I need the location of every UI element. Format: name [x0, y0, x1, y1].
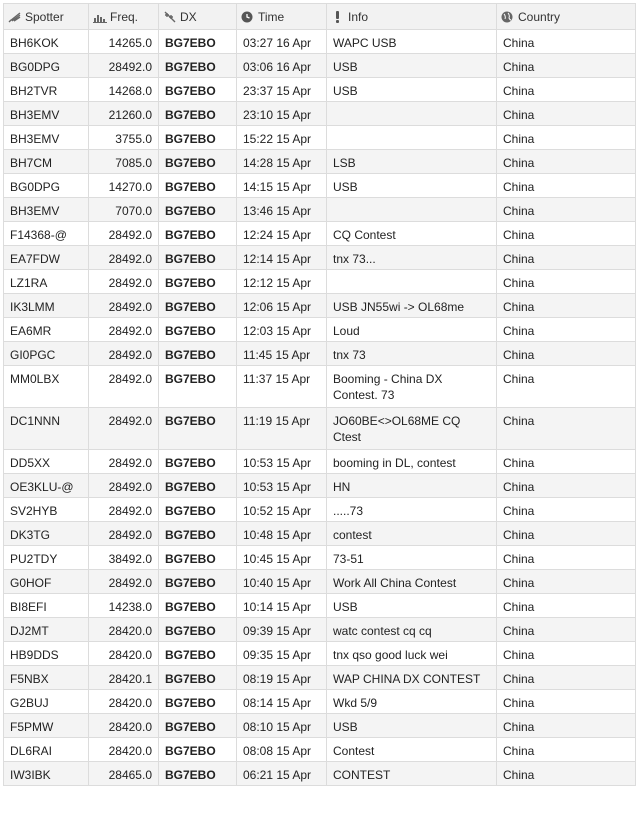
time-cell: 11:19 15 Apr — [237, 408, 327, 450]
dx-header-label: DX — [180, 9, 197, 24]
table-row[interactable] — [4, 222, 636, 246]
info-cell — [327, 126, 497, 150]
satellite-dish-icon — [8, 11, 22, 23]
frequency-cell[interactable]: 28492.0 — [89, 366, 159, 408]
dx-callsign-cell[interactable]: BG7EBO — [159, 570, 237, 594]
spotter-cell[interactable]: BH3EMV — [4, 126, 89, 150]
spotter-cell[interactable]: IK3LMM — [4, 294, 89, 318]
column-header-time[interactable] — [237, 4, 327, 30]
country-cell: China — [497, 408, 636, 450]
spotter-cell[interactable]: BH3EMV — [4, 198, 89, 222]
dx-callsign-cell[interactable]: BG7EBO — [159, 150, 237, 174]
country-cell: China — [497, 666, 636, 690]
time-cell: 11:37 15 Apr — [237, 366, 327, 408]
info-cell: Booming - China DX Contest. 73 — [327, 366, 497, 408]
dx-callsign-cell[interactable]: BG7EBO — [159, 498, 237, 522]
country-cell: China — [497, 690, 636, 714]
time-cell: 10:48 15 Apr — [237, 522, 327, 546]
spotter-cell[interactable]: DC1NNN — [4, 408, 89, 450]
dx-callsign-cell[interactable]: BG7EBO — [159, 450, 237, 474]
freq-header-label: Freq. — [110, 9, 139, 24]
country-header-label: Country — [518, 9, 561, 24]
table-row[interactable] — [4, 30, 636, 54]
dx-callsign-cell[interactable]: BG7EBO — [159, 318, 237, 342]
dx-callsign-cell[interactable]: BG7EBO — [159, 666, 237, 690]
dx-callsign-cell[interactable]: BG7EBO — [159, 546, 237, 570]
country-cell: China — [497, 642, 636, 666]
info-cell: Loud — [327, 318, 497, 342]
dx-callsign-cell[interactable]: BG7EBO — [159, 30, 237, 54]
info-cell: watc contest cq cq — [327, 618, 497, 642]
dx-callsign-cell[interactable]: BG7EBO — [159, 342, 237, 366]
dx-callsign-cell[interactable]: BG7EBO — [159, 198, 237, 222]
table-row[interactable] — [4, 666, 636, 690]
table-row[interactable] — [4, 366, 636, 408]
frequency-cell[interactable]: 28492.0 — [89, 54, 159, 78]
table-row[interactable] — [4, 546, 636, 570]
info-cell: USB — [327, 78, 497, 102]
info-cell: WAP CHINA DX CONTEST — [327, 666, 497, 690]
time-cell: 08:19 15 Apr — [237, 666, 327, 690]
info-cell: USB — [327, 714, 497, 738]
table-row[interactable] — [4, 450, 636, 474]
info-cell: Wkd 5/9 — [327, 690, 497, 714]
spotter-cell[interactable]: F5NBX — [4, 666, 89, 690]
spotter-cell[interactable]: SV2HYB — [4, 498, 89, 522]
dx-spots-table — [3, 3, 636, 786]
frequency-cell[interactable]: 14268.0 — [89, 78, 159, 102]
frequency-cell[interactable]: 28420.0 — [89, 642, 159, 666]
country-cell: China — [497, 738, 636, 762]
frequency-cell[interactable]: 28465.0 — [89, 762, 159, 786]
country-cell: China — [497, 522, 636, 546]
spotter-cell[interactable]: F5PMW — [4, 714, 89, 738]
table-row[interactable] — [4, 198, 636, 222]
country-cell: China — [497, 126, 636, 150]
spotter-cell[interactable]: BH2TVR — [4, 78, 89, 102]
time-cell: 09:35 15 Apr — [237, 642, 327, 666]
country-cell: China — [497, 618, 636, 642]
dx-callsign-cell[interactable]: BG7EBO — [159, 246, 237, 270]
info-cell: CONTEST — [327, 762, 497, 786]
time-cell: 12:14 15 Apr — [237, 246, 327, 270]
table-header — [4, 4, 636, 30]
table-row[interactable] — [4, 294, 636, 318]
frequency-cell[interactable]: 28492.0 — [89, 270, 159, 294]
spotter-cell[interactable]: BG0DPG — [4, 174, 89, 198]
dx-callsign-cell[interactable]: BG7EBO — [159, 102, 237, 126]
table-row[interactable] — [4, 342, 636, 366]
frequency-cell[interactable]: 14270.0 — [89, 174, 159, 198]
info-cell: Contest — [327, 738, 497, 762]
country-cell: China — [497, 762, 636, 786]
info-cell: CQ Contest — [327, 222, 497, 246]
time-cell: 10:53 15 Apr — [237, 450, 327, 474]
bar-chart-icon — [93, 11, 107, 23]
table-row[interactable] — [4, 522, 636, 546]
table-row[interactable] — [4, 570, 636, 594]
exclamation-icon — [331, 11, 345, 23]
table-row[interactable] — [4, 714, 636, 738]
dx-callsign-cell[interactable]: BG7EBO — [159, 270, 237, 294]
time-cell: 12:03 15 Apr — [237, 318, 327, 342]
spotter-cell[interactable]: IW3IBK — [4, 762, 89, 786]
spotter-cell[interactable]: OE3KLU-@ — [4, 474, 89, 498]
info-cell: USB — [327, 594, 497, 618]
column-header-freq[interactable] — [89, 4, 159, 30]
country-cell: China — [497, 570, 636, 594]
dx-callsign-cell[interactable]: BG7EBO — [159, 738, 237, 762]
column-header-country[interactable] — [497, 4, 636, 30]
country-cell: China — [497, 270, 636, 294]
time-cell: 14:28 15 Apr — [237, 150, 327, 174]
spotter-cell[interactable]: BH7CM — [4, 150, 89, 174]
table-body — [4, 30, 636, 786]
spotter-cell[interactable]: DK3TG — [4, 522, 89, 546]
frequency-cell[interactable]: 28492.0 — [89, 408, 159, 450]
spotter-cell[interactable]: HB9DDS — [4, 642, 89, 666]
table-row[interactable] — [4, 690, 636, 714]
time-cell: 09:39 15 Apr — [237, 618, 327, 642]
spotter-header-label: Spotter — [25, 9, 64, 24]
frequency-cell[interactable]: 28420.0 — [89, 714, 159, 738]
dx-callsign-cell[interactable]: BG7EBO — [159, 642, 237, 666]
info-cell: USB JN55wi -> OL68me — [327, 294, 497, 318]
frequency-cell[interactable]: 28492.0 — [89, 522, 159, 546]
frequency-cell[interactable]: 28420.0 — [89, 690, 159, 714]
table-row[interactable] — [4, 102, 636, 126]
country-cell: China — [497, 474, 636, 498]
column-header-info[interactable] — [327, 4, 497, 30]
frequency-cell[interactable]: 28492.0 — [89, 222, 159, 246]
country-cell: China — [497, 714, 636, 738]
spotter-cell[interactable]: BI8EFI — [4, 594, 89, 618]
info-cell: tnx 73... — [327, 246, 497, 270]
dx-callsign-cell[interactable]: BG7EBO — [159, 294, 237, 318]
frequency-cell[interactable]: 7070.0 — [89, 198, 159, 222]
time-cell: 11:45 15 Apr — [237, 342, 327, 366]
time-cell: 06:21 15 Apr — [237, 762, 327, 786]
country-cell: China — [497, 78, 636, 102]
country-cell: China — [497, 222, 636, 246]
dx-callsign-cell[interactable]: BG7EBO — [159, 618, 237, 642]
spotter-cell[interactable]: DJ2MT — [4, 618, 89, 642]
info-cell: contest — [327, 522, 497, 546]
time-cell: 23:10 15 Apr — [237, 102, 327, 126]
country-cell: China — [497, 30, 636, 54]
info-cell — [327, 270, 497, 294]
frequency-cell[interactable]: 28492.0 — [89, 246, 159, 270]
table-row[interactable] — [4, 150, 636, 174]
time-cell: 08:10 15 Apr — [237, 714, 327, 738]
table-row[interactable] — [4, 474, 636, 498]
dx-callsign-cell[interactable]: BG7EBO — [159, 366, 237, 408]
country-cell: China — [497, 174, 636, 198]
dx-callsign-cell[interactable]: BG7EBO — [159, 690, 237, 714]
country-cell: China — [497, 366, 636, 408]
table-row[interactable] — [4, 594, 636, 618]
globe-icon — [501, 11, 515, 23]
frequency-cell[interactable]: 28492.0 — [89, 570, 159, 594]
info-cell — [327, 102, 497, 126]
info-cell: booming in DL, contest — [327, 450, 497, 474]
info-cell: JO60BE<>OL68ME CQ Ctest — [327, 408, 497, 450]
frequency-cell[interactable]: 7085.0 — [89, 150, 159, 174]
spotter-cell[interactable]: DL6RAI — [4, 738, 89, 762]
time-cell: 12:12 15 Apr — [237, 270, 327, 294]
spotter-cell[interactable]: LZ1RA — [4, 270, 89, 294]
time-cell: 10:14 15 Apr — [237, 594, 327, 618]
time-cell: 03:27 16 Apr — [237, 30, 327, 54]
table-row[interactable] — [4, 78, 636, 102]
dx-callsign-cell[interactable]: BG7EBO — [159, 222, 237, 246]
dx-callsign-cell[interactable]: BG7EBO — [159, 78, 237, 102]
frequency-cell[interactable]: 14265.0 — [89, 30, 159, 54]
time-cell: 10:53 15 Apr — [237, 474, 327, 498]
country-cell: China — [497, 102, 636, 126]
spotter-cell[interactable]: EA6MR — [4, 318, 89, 342]
time-cell: 10:52 15 Apr — [237, 498, 327, 522]
table-row[interactable] — [4, 54, 636, 78]
time-cell: 23:37 15 Apr — [237, 78, 327, 102]
dx-callsign-cell[interactable]: BG7EBO — [159, 54, 237, 78]
frequency-cell[interactable]: 28492.0 — [89, 342, 159, 366]
table-row[interactable] — [4, 318, 636, 342]
info-cell: WAPC USB — [327, 30, 497, 54]
dx-callsign-cell[interactable]: BG7EBO — [159, 522, 237, 546]
frequency-cell[interactable]: 38492.0 — [89, 546, 159, 570]
time-cell: 13:46 15 Apr — [237, 198, 327, 222]
time-cell: 10:45 15 Apr — [237, 546, 327, 570]
dx-callsign-cell[interactable]: BG7EBO — [159, 408, 237, 450]
dx-callsign-cell[interactable]: BG7EBO — [159, 174, 237, 198]
frequency-cell[interactable]: 21260.0 — [89, 102, 159, 126]
info-cell — [327, 198, 497, 222]
spotter-cell[interactable]: BG0DPG — [4, 54, 89, 78]
country-cell: China — [497, 150, 636, 174]
frequency-cell[interactable]: 28420.1 — [89, 666, 159, 690]
info-header-label: Info — [348, 9, 369, 24]
table-row[interactable] — [4, 642, 636, 666]
time-cell: 12:06 15 Apr — [237, 294, 327, 318]
table-row[interactable] — [4, 270, 636, 294]
table-row[interactable] — [4, 174, 636, 198]
frequency-cell[interactable]: 28420.0 — [89, 738, 159, 762]
frequency-cell[interactable]: 28492.0 — [89, 498, 159, 522]
time-cell: 10:40 15 Apr — [237, 570, 327, 594]
table-row[interactable] — [4, 618, 636, 642]
info-cell: Work All China Contest — [327, 570, 497, 594]
table-row[interactable] — [4, 498, 636, 522]
spotter-cell[interactable]: DD5XX — [4, 450, 89, 474]
frequency-cell[interactable]: 28420.0 — [89, 618, 159, 642]
info-cell: HN — [327, 474, 497, 498]
antenna-icon — [163, 11, 177, 23]
country-cell: China — [497, 450, 636, 474]
country-cell: China — [497, 342, 636, 366]
spotter-cell[interactable]: G0HOF — [4, 570, 89, 594]
table-row[interactable] — [4, 408, 636, 450]
time-cell: 14:15 15 Apr — [237, 174, 327, 198]
info-cell: tnx qso good luck wei — [327, 642, 497, 666]
time-header-label: Time — [258, 9, 285, 24]
spotter-cell[interactable]: MM0LBX — [4, 366, 89, 408]
spotter-cell[interactable]: EA7FDW — [4, 246, 89, 270]
column-header-dx[interactable] — [159, 4, 237, 30]
spotter-cell[interactable]: PU2TDY — [4, 546, 89, 570]
country-cell: China — [497, 294, 636, 318]
frequency-cell[interactable]: 3755.0 — [89, 126, 159, 150]
time-cell: 15:22 15 Apr — [237, 126, 327, 150]
info-cell: 73-51 — [327, 546, 497, 570]
info-cell: USB — [327, 174, 497, 198]
frequency-cell[interactable]: 28492.0 — [89, 318, 159, 342]
clock-icon — [241, 11, 255, 23]
country-cell: China — [497, 498, 636, 522]
table-row[interactable] — [4, 126, 636, 150]
frequency-cell[interactable]: 28492.0 — [89, 294, 159, 318]
spotter-cell[interactable]: F14368-@ — [4, 222, 89, 246]
country-cell: China — [497, 54, 636, 78]
table-row[interactable] — [4, 246, 636, 270]
frequency-cell[interactable]: 28492.0 — [89, 474, 159, 498]
time-cell: 08:08 15 Apr — [237, 738, 327, 762]
frequency-cell[interactable]: 28492.0 — [89, 450, 159, 474]
time-cell: 12:24 15 Apr — [237, 222, 327, 246]
country-cell: China — [497, 318, 636, 342]
dx-callsign-cell[interactable]: BG7EBO — [159, 594, 237, 618]
spotter-cell[interactable]: BH3EMV — [4, 102, 89, 126]
spotter-cell[interactable]: G2BUJ — [4, 690, 89, 714]
table-row[interactable] — [4, 762, 636, 786]
info-cell: .....73 — [327, 498, 497, 522]
info-cell: USB — [327, 54, 497, 78]
spotter-cell[interactable]: BH6KOK — [4, 30, 89, 54]
dx-callsign-cell[interactable]: BG7EBO — [159, 474, 237, 498]
info-cell: tnx 73 — [327, 342, 497, 366]
frequency-cell[interactable]: 14238.0 — [89, 594, 159, 618]
time-cell: 08:14 15 Apr — [237, 690, 327, 714]
info-cell: LSB — [327, 150, 497, 174]
country-cell: China — [497, 246, 636, 270]
dx-callsign-cell[interactable]: BG7EBO — [159, 714, 237, 738]
spotter-cell[interactable]: GI0PGC — [4, 342, 89, 366]
table-row[interactable] — [4, 738, 636, 762]
dx-callsign-cell[interactable]: BG7EBO — [159, 126, 237, 150]
column-header-spotter[interactable] — [4, 4, 89, 30]
country-cell: China — [497, 594, 636, 618]
country-cell: China — [497, 198, 636, 222]
time-cell: 03:06 16 Apr — [237, 54, 327, 78]
dx-callsign-cell[interactable]: BG7EBO — [159, 762, 237, 786]
country-cell: China — [497, 546, 636, 570]
